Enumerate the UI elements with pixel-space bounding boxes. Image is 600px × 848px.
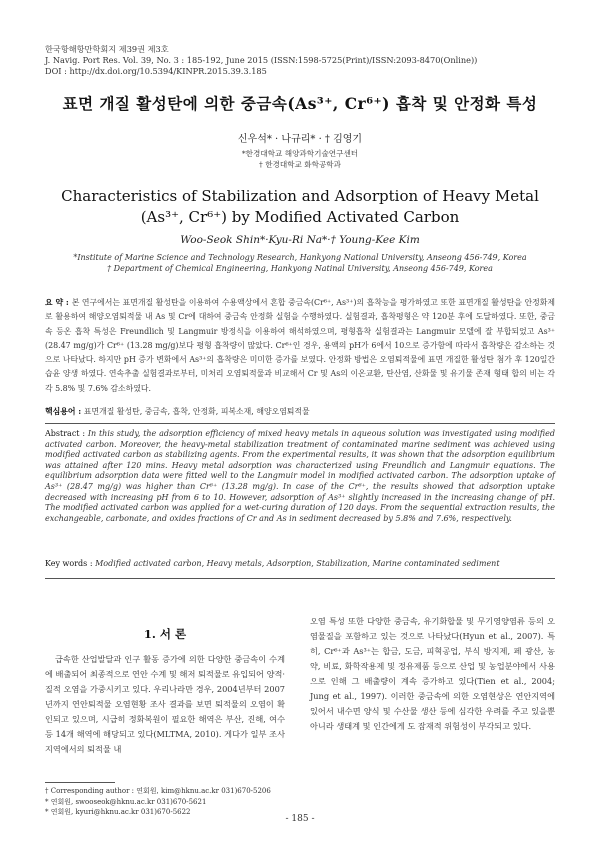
journal-header <box>45 44 477 77</box>
korean-abstract <box>45 296 555 396</box>
english-keywords-label: Key words : <box>45 559 96 568</box>
korean-keywords <box>45 406 555 417</box>
korean-abstract-label: 요 약 : <box>45 298 72 307</box>
english-abstract-text: In this study, the adsorption efficiency of mixed heavy metals in aqueous solution was investigated using modified activated carbon. Moreover, the heavy-metal stabilization treatment of contaminated marine sediment was achieved using modified activated carbon as stabilizing agents. From the experimental results, it was shown that the adsorption equilibrium was attained after 120 mins. Heavy metal adsorption was characterized using Freundlich and Langmuir equations. The equilibrium adsorption data were fitted well to the Langmuir model in modified activated carbon. The adsorption uptake of As³⁺ (28.47 mg/g) was higher than Cr⁶⁺ (13.28 mg/g). In case of the Cr⁶⁺, the results showed that adsorption uptake decreased with increasing pH from 6 to 10. However, adsorption of As³⁺ slightly increased in the increasing change of pH. The modified activated carbon was applied for a wet-curing duration of 120 days. From the sequential extraction results, the exchangeable, carbonate, and oxides fractions of Cr and As in sediment decreased by 5.8% and 7.6%, respectively. <box>45 429 555 523</box>
korean-affiliations <box>0 148 600 170</box>
introduction-left-column: 급속한 산업발달과 인구 활동 증가에 의한 다양한 중금속이 수계에 배출되어 최종적으로 연안 수계 및 해저 퇴적물로 유입되어 양적·질적 오염을 가중시키고 있다. 우리나라만 경우, 2004년부터 2007년까지 연안퇴적물 오염현황 조사 결과를 보면 퇴적물의 오염이 확인되고 있으며, 시급히 정화복원이 필요한 해역은 부산, 진해, 여수 등 14개 해역에 해당되고 있다(MLTMA, 2010). 게다가 일부 조사 지역에서의 퇴적물 내 <box>45 654 285 754</box>
introduction-right-column: 오염 특성 또한 다양한 중금속, 유기화합물 및 무기영양염류 등의 오염물질을 포함하고 있는 것으로 나타났다(Hyun et al., 2007). 특히, Cr⁶⁺과 As³⁺는 합금, 도금, 피혁공업, 부식 방지제, 페 광산, 농약, 비료, 화학작용제 및 정유제품 등으로 산업 및 농업분야에서 사용으로 인해 그 배출량이 계속 증가하고 있다(Tien et al., 2004; Jung et al., 1997). 이러한 중금속에 의한 오염현상은 연안지역에 있어서 내수면 양식 및 수산물 생산 등에 심각한 우려를 주고 있을뿐 아니라 생태계 및 인간에게 도 잠재적 위험성이 부각되고 있다. <box>310 616 555 731</box>
journal-citation: J. Navig. Port Res. Vol. 39, No. 3 : 185-192, June 2015 (ISSN:1598-5725(Print)/ISSN:2093-8470(Online)) <box>45 55 478 65</box>
footnote-author-3: * 연회원, kyuri@hknu.ac.kr 031)670-5622 <box>45 808 191 816</box>
english-keywords <box>45 559 555 568</box>
english-title: Characteristics of Stabilization and Adsorption of Heavy Metal (As³⁺, Cr⁶⁺) by Modified Activated Carbon <box>61 187 539 226</box>
footnote-corresponding-author: † Corresponding author : 연회원, kim@hknu.ac.kr 031)670-5206 <box>45 787 271 795</box>
footnote-divider <box>45 782 115 783</box>
doi-link[interactable]: DOI : http://dx.doi.org/10.5394/KINPR.2015.39.3.185 <box>45 66 267 76</box>
page-number: - 185 - <box>285 814 315 824</box>
english-abstract-label: Abstract : <box>45 429 88 438</box>
korean-title: 표면 개질 활성탄에 의한 중금속(As³⁺, Cr⁶⁺) 흡착 및 안정화 특성 <box>62 94 538 113</box>
korean-authors: 신우석* · 나규리* · † 김영기 <box>237 134 363 145</box>
korean-affiliation-2: † 한경대학교 화학공학과 <box>259 160 341 169</box>
korean-affiliation-1: *한경대학교 해양과학기술연구센터 <box>241 149 359 158</box>
english-affiliation-2: † Department of Chemical Engineering, Hankyong Natinal University, Anseong 456-749, Korea <box>107 264 493 273</box>
english-authors: Woo-Seok Shin*·Kyu-Ri Na*·† Young-Kee Kim <box>180 234 420 246</box>
footnotes <box>45 786 271 818</box>
section-heading-introduction: 1. 서 론 <box>143 627 187 641</box>
english-abstract <box>45 429 555 524</box>
journal-name: 한국항해항만학회지 제39권 제3호 <box>45 44 169 54</box>
english-keywords-text: Modified activated carbon, Heavy metals, Adsorption, Stabilization, Marine contaminated sediment <box>95 559 500 568</box>
footnote-author-2: * 연회원, swooseok@hknu.ac.kr 031)670-5621 <box>45 797 207 806</box>
korean-abstract-text: 본 연구에서는 표면개질 활성탄을 이용하여 수용액상에서 혼합 중금속(Cr⁶⁺, As³⁺)의 흡착능을 평가하였고 또한 표면개질 활성탄을 안정화제로 활용하여 해양오염퇴적물 내 As 및 Cr에 대하여 중금속 안정화 실험을 수행하였다. 실험결과, 흡착평형은 약 120분 후에 도달하였다. 또한, 중금속 등온 흡착 특성은 Freundlich 및 Langmuir 방정식을 이용하여 해석하였으며, 평형흡착 실험결과는 Langmuir 모델에 잘 부합되었고 As³⁺ (28.47 mg/g)가 Cr⁶⁺ (13.28 mg/g)보다 평형 흡착량이 많았다. Cr⁶⁺인 경우, 용액의 pH가 6에서 10으로 증가함에 따라서 흡착량은 감소하는 것으로 나타났다. 하지만 pH 증가 변화에서 As³⁺의 흡착량은 미미한 증가를 보였다. 안정화 방법은 오염퇴적물에 표면 개질한 활성탄 첨가 후 120일간 습윤 양생 하였다. 연속추출 실험결과로부터, 미처리 오염퇴적물과 비교해서 Cr 및 As의 이온교환, 탄산염, 산화물 및 유기물 존재 형태 합의 비는 각각 5.8% 및 7.6% 감소하였다. <box>45 298 555 393</box>
english-affiliations <box>0 252 600 274</box>
english-affiliation-1: *Institute of Marine Science and Technology Research, Hankyong National University, Anseong 456-749, Korea <box>73 253 527 262</box>
abstract-divider-top <box>45 423 555 424</box>
korean-keywords-label: 핵심용어 : <box>45 407 84 416</box>
abstract-divider-bottom <box>45 578 555 579</box>
korean-keywords-text: 표면개질 활성탄, 중금속, 흡착, 안정화, 피복소재, 해양오염퇴적물 <box>83 407 310 416</box>
